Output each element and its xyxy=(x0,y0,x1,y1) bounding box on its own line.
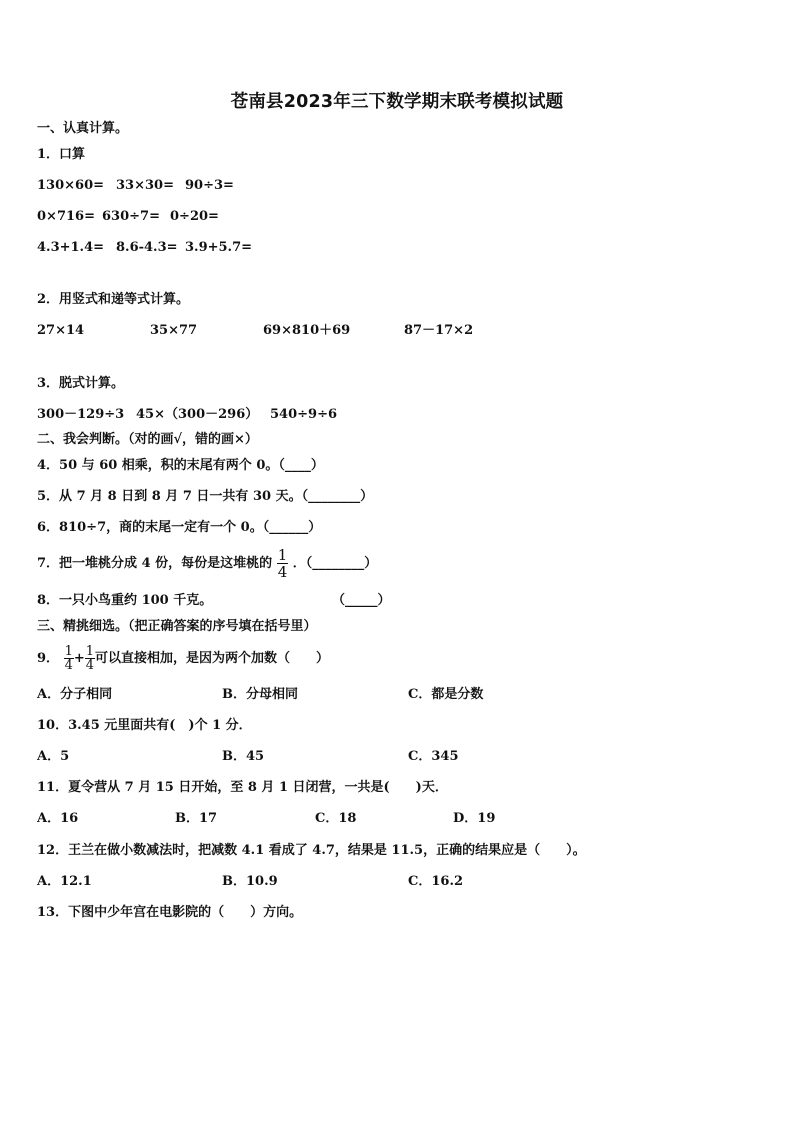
question-7-blank: ．（________） xyxy=(292,556,378,571)
oral-calc-item: 3.9+5.7= xyxy=(185,240,253,255)
plus-sign: + xyxy=(73,651,85,666)
question-1-label: 1．口算 xyxy=(37,147,86,162)
question-12: 12．王兰在做小数减法时，把减数 4.1 看成了 4.7，结果是 11.5，正确的结果应是（ ）。 xyxy=(37,843,586,858)
question-2-label: 2．用竖式和递等式计算。 xyxy=(37,292,190,307)
question-8-blank: （_____） xyxy=(332,593,391,608)
section-heading-calculation: 一、认真计算。 xyxy=(37,121,129,136)
step-calc-item: 300－129÷3 xyxy=(37,407,125,422)
oral-calc-item: 0×716= xyxy=(37,209,95,224)
fraction-denominator: 4 xyxy=(85,658,95,673)
question-9-number: 9． xyxy=(37,651,60,666)
vertical-calc-item: 87－17×2 xyxy=(404,323,474,338)
fraction-one-quarter xyxy=(64,645,74,672)
fraction-denominator: 4 xyxy=(277,563,288,581)
question-3-label: 3．脱式计算。 xyxy=(37,376,125,391)
option-a: A．分子相同 xyxy=(37,687,113,702)
fraction-numerator: 1 xyxy=(277,546,288,564)
section-heading-choice: 三、精挑细选。（把正确答案的序号填在括号里） xyxy=(37,619,317,634)
option-b: B．45 xyxy=(222,749,265,764)
option-c: C．都是分数 xyxy=(408,687,484,702)
question-13: 13．下图中少年宫在电影院的（ ）方向。 xyxy=(37,905,303,920)
page-title: 苍南县2023年三下数学期末联考模拟试题 xyxy=(230,92,564,112)
option-b: B．17 xyxy=(175,811,218,826)
fraction-numerator: 1 xyxy=(64,644,73,659)
question-10: 10．3.45 元里面共有( )个 1 分． xyxy=(37,718,252,733)
question-11: 11．夏令营从 7 月 15 日开始，至 8 月 1 日闭营，一共是( )天． xyxy=(37,780,448,795)
step-calc-item: 540÷9÷6 xyxy=(270,407,338,422)
question-4: 4．50 与 60 相乘，积的末尾有两个 0。（____） xyxy=(37,458,324,473)
fraction-denominator: 4 xyxy=(64,658,73,673)
question-7 xyxy=(37,547,377,581)
option-c: C．16.2 xyxy=(408,874,464,889)
fraction-one-quarter xyxy=(277,547,289,580)
oral-calc-item: 130×60= xyxy=(37,178,105,193)
option-b: B．10.9 xyxy=(222,874,278,889)
option-a: A．12.1 xyxy=(37,874,92,889)
oral-calc-item: 4.3+1.4= xyxy=(37,240,105,255)
fraction-one-quarter xyxy=(85,645,95,672)
oral-calc-item: 8.6-4.3= xyxy=(116,240,178,255)
option-d: D．19 xyxy=(453,811,496,826)
option-c: C．345 xyxy=(408,749,459,764)
oral-calc-item: 630÷7= xyxy=(102,209,160,224)
section-heading-judgement: 二、我会判断。（对的画√，错的画×） xyxy=(37,432,258,447)
step-calc-item: 45×（300－296） xyxy=(136,407,259,422)
question-6: 6．810÷7，商的末尾一定有一个 0。（______） xyxy=(37,520,322,535)
fraction-numerator: 1 xyxy=(85,644,95,659)
oral-calc-item: 90÷3= xyxy=(185,178,234,193)
question-8-stem: 8．一只小鸟重约 100 千克。 xyxy=(37,593,213,608)
oral-calc-item: 0÷20= xyxy=(170,209,219,224)
question-9-stem: 可以直接相加，是因为两个加数（ ） xyxy=(95,651,330,666)
option-a: A．5 xyxy=(37,749,70,764)
question-7-stem: 7．把一堆桃分成 4 份，每份是这堆桃的 xyxy=(37,556,273,571)
question-9 xyxy=(37,642,329,676)
question-5: 5．从 7 月 8 日到 8 月 7 日一共有 30 天。（________） xyxy=(37,489,374,504)
vertical-calc-item: 35×77 xyxy=(150,323,198,338)
option-c: C．18 xyxy=(315,811,357,826)
vertical-calc-item: 27×14 xyxy=(37,323,85,338)
option-a: A．16 xyxy=(37,811,79,826)
question-8 xyxy=(37,593,391,609)
option-b: B．分母相同 xyxy=(222,687,298,702)
oral-calc-item: 33×30= xyxy=(116,178,174,193)
vertical-calc-item: 69×810＋69 xyxy=(263,323,351,338)
